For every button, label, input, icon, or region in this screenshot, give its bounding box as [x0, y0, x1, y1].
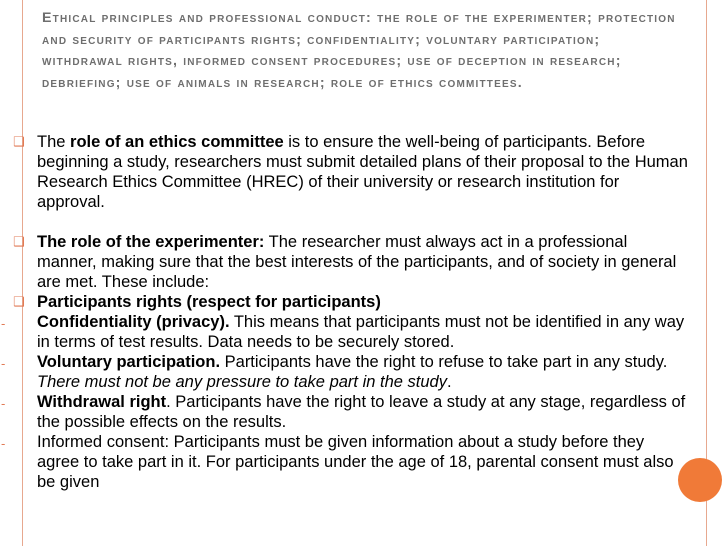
item-bold-text: role of an ethics committee: [70, 133, 284, 151]
dash-icon: -: [1, 436, 6, 451]
dash-icon: -: [1, 396, 6, 411]
item-text: Participants have the right to refuse to take part in any study.: [220, 353, 668, 371]
item-bold-text: Withdrawal right: [37, 393, 167, 411]
list-item-informed-consent: [0, 432, 706, 492]
item-bold-text: Confidentiality (privacy).: [37, 313, 230, 331]
item-italic-text: There must not be any pressure to take part in the study: [37, 373, 447, 391]
decorative-orange-circle: [678, 458, 722, 502]
bullet-icon: ❑: [13, 234, 25, 249]
item-bold-text: The role of the experimenter:: [37, 233, 265, 251]
list-item-withdrawal-right: [0, 392, 706, 432]
item-tail: .: [446, 373, 452, 391]
item-text: The researcher must always act in a professional manner, making sure that the best interests of the participants, and of society in general are met. These include:: [37, 233, 677, 291]
bullet-icon: ❑: [13, 294, 25, 309]
item-bold-text: Participants rights (respect for participants): [37, 293, 381, 311]
bullet-icon: ❑: [13, 134, 25, 149]
dash-icon: -: [1, 316, 6, 331]
item-text: This means that participants must not be identified in any way in terms of test results. Data needs to be securely stored.: [37, 313, 685, 351]
item-bold-text: Voluntary participation.: [37, 353, 221, 371]
list-item-ethics-committee: [0, 132, 706, 212]
list-item-role-experimenter: [0, 232, 706, 292]
list-item-participants-rights: [0, 292, 706, 312]
slide-title: Ethical principles and professional conduct: the role of the experimenter; protection and security of participants rights; confidentiality; voluntary participation; withdrawal rights, informed consent procedures; use of deception in research; debriefing; use of animals in research; role of ethics committees.: [42, 10, 676, 91]
dash-icon: -: [1, 356, 6, 371]
list-item-voluntary-participation: [0, 352, 706, 392]
item-prefix: The: [37, 133, 71, 151]
content-list: [0, 132, 706, 492]
list-item-confidentiality: [0, 312, 706, 352]
item-text: . Participants have the right to leave a study at any stage, regardless of the possible effects on the results.: [37, 393, 686, 431]
item-text: is to ensure the well-being of participants. Before beginning a study, researchers must submit detailed plans of their proposal to the Human Research Ethics Committee (HREC) of their university or research institution for approval.: [37, 133, 688, 211]
item-text: Informed consent: Participants must be given information about a study before they agree to take part in it. For participants under the age of 18, parental consent must also be given: [37, 433, 674, 491]
